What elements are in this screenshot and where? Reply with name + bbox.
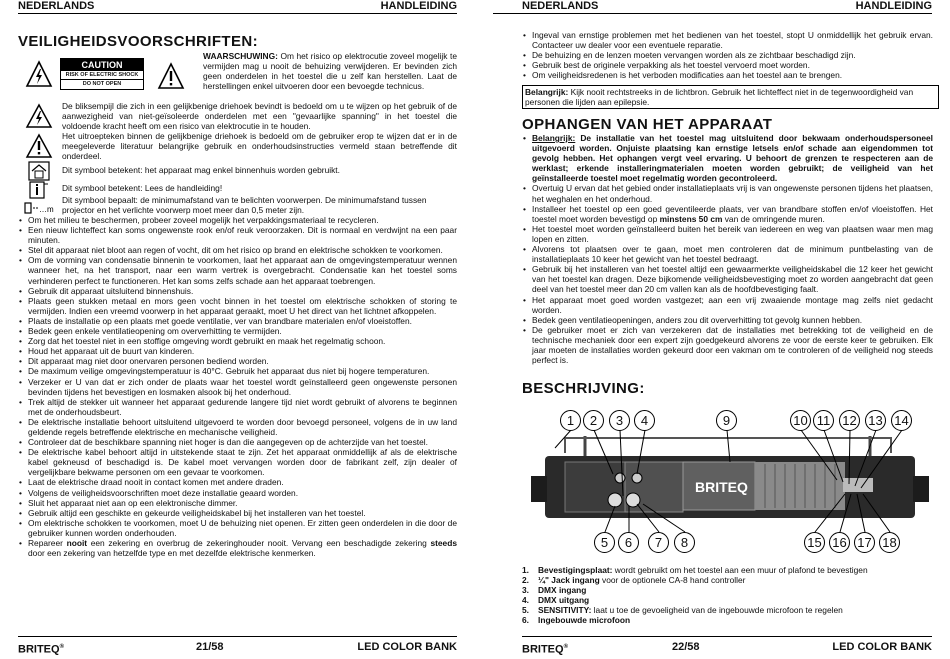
callout-11: 11 bbox=[813, 410, 834, 431]
page-header bbox=[493, 0, 932, 14]
warning-paragraph bbox=[203, 51, 457, 91]
exclamation-triangle-icon bbox=[26, 133, 52, 159]
header-language: NEDERLANDS bbox=[18, 0, 95, 12]
svg-text:…m: …m bbox=[39, 205, 54, 214]
section-title-description: BESCHRIJVING: bbox=[522, 380, 645, 397]
footer-page-number: 22/58 bbox=[672, 641, 700, 653]
caution-title: CAUTION bbox=[61, 59, 143, 71]
list-item: • Gebruik dit apparaat uitsluitend binnenshuis. bbox=[18, 286, 457, 296]
part-item: 5. SENSITIVITY: laat u toe de gevoeligheid van de ingebouwde microfoon te regelen bbox=[522, 605, 843, 616]
list-item: • De elektrische installatie behoort uitsluitend uitgevoerd te worden door bevoegd personeel, volgens de in uw land geldende regels betreffende elektrische en mechanische veiligheid. bbox=[18, 417, 457, 437]
caution-line-2: DO NOT OPEN bbox=[82, 81, 122, 87]
warning-label: WAARSCHUWING: bbox=[203, 51, 278, 61]
important-note-box bbox=[522, 85, 939, 109]
callout-2: 2 bbox=[583, 410, 604, 431]
callout-17: 17 bbox=[854, 532, 875, 553]
list-item: • Plaats de installatie op een plaats met goede ventilatie, ver van brandbare materialen en/of vloeistoffen. bbox=[18, 316, 457, 326]
list-item: • Plaats geen stukken metaal en mors geen vocht binnen in het toestel om elektrische schokken of storing te vermijden. Indien een vreemd voorwerp in het apparaat geraakt, moet U het direct van het lichtnet afkoppelen. bbox=[18, 296, 457, 316]
list-item: • Gebruik bij het installeren van het toestel altijd een gewaarmerkte veiligheidskabel die 12 keer het gewicht van het toestel kan dragen. Deze bijkomende veiligheidsbevestiging moet zo worden aangebracht dat geen deel van het toestel meer dan 20 cm vallen kan als de hoofdbevestiging faalt. bbox=[522, 264, 933, 294]
list-item: • Volgens de veiligheidsvoorschriften moet deze installatie geaard worden. bbox=[18, 488, 457, 498]
header-language: NEDERLANDS bbox=[522, 0, 599, 12]
list-item: • Gebruik altijd een geschikte en gekeurde veiligheidskabel bij het installeren van het toestel. bbox=[18, 508, 457, 518]
list-item: • Om de vorming van condensatie binnenin te voorkomen, laat het apparaat aan de omgevingstemperatuur wennen wanneer het, na het transport, naar een warm vertrek is overgebracht. Condensatie kan het toestel soms verhinderen perfect te functioneren. Het kan soms zelfs schade aan het apparaat toebrengen. bbox=[18, 255, 457, 285]
list-item: • Bedek geen ventilatieopeningen, anders zou dit oververhitting tot gevolg kunnen hebben. bbox=[522, 315, 933, 325]
list-item: • Laat de elektrische draad nooit in contact komen met andere draden. bbox=[18, 477, 457, 487]
list-item: • Stel dit apparaat niet bloot aan regen of vocht, dit om het risico op brand en elektrische schokken te voorkomen. bbox=[18, 245, 457, 255]
indoor-use-icon bbox=[27, 160, 51, 182]
lightning-triangle-icon bbox=[26, 103, 52, 129]
manual-symbol-text: Dit symbool betekent: Lees de handleiding! bbox=[62, 183, 223, 193]
caution-line-1: RISK OF ELECTRIC SHOCK bbox=[61, 71, 143, 80]
part-item: 2. ¼" Jack ingang voor de optionele CA-8 hand controller bbox=[522, 575, 746, 586]
note-text: Kijk nooit rechtstreeks in de lichtbron. Gebruik het lichteffect niet in de tegenwoordigheid van personen die lijden aan epilepsie. bbox=[525, 87, 914, 108]
list-item: • Het apparaat moet goed worden vastgezet; aan een vrij zwaaiende montage mag zelfs niet gedacht worden. bbox=[522, 295, 933, 315]
callout-12: 12 bbox=[839, 410, 860, 431]
section-title-mounting: OPHANGEN VAN HET APPARAAT bbox=[522, 116, 773, 133]
list-item: • Belangrijk: De installatie van het toestel mag uitsluitend door bekwaam onderhoudspersoneel uitgevoerd worden. Onjuiste plaatsing kan ernstige letsels en/of schade aan eigendommen tot gevolg hebben. Het ophangen vergt veel ervaring. U behoort de grenzen te respecteren aan de werklast; erkende installeringmaterialen moeten worden gebruikt; de veiligheid van het geïnstalleerde toestel moet regelmatig worden gecontroleerd. bbox=[522, 133, 933, 183]
warning-text: Om het risico op elektrocutie zoveel mogelijk te vermijden mag u nooit de behuizing verwijderen. Er bevinden zich geen onderdelen in het toestel die u zelf kan herstellen. Laat de herstellingen enkel uitvoeren door een bevoegde technicus. bbox=[203, 51, 457, 92]
list-item: • Gebruik best de originele verpakking als het toestel vervoerd moet worden. bbox=[522, 60, 933, 70]
part-item: 4. DMX uitgang bbox=[522, 595, 590, 606]
callout-4: 4 bbox=[634, 410, 655, 431]
parts-list bbox=[522, 565, 868, 626]
page-footer bbox=[18, 636, 457, 655]
read-manual-icon bbox=[27, 180, 51, 200]
mounting-bullet-list bbox=[522, 133, 933, 365]
list-item: • Controleer dat de beschikbare spanning niet hoger is dan die aangegeven op de achterzijde van het toestel. bbox=[18, 437, 457, 447]
distance-symbol-text: Dit symbool bepaalt: de minimumafstand van te belichten voorwerpen. De minimumafstand tussen projector en het verlichte voorwerp moet meer dan 0,5 meter zijn. bbox=[62, 195, 427, 216]
callout-13: 13 bbox=[865, 410, 886, 431]
callout-7: 7 bbox=[648, 532, 669, 553]
exclamation-warning-icon bbox=[158, 62, 184, 90]
note-label: Belangrijk: bbox=[525, 87, 569, 97]
list-item: • Het toestel moet worden geïnstalleerd buiten het bereik van iedereen en weg van plaatsen waar men mag lopen en zitten. bbox=[522, 224, 933, 244]
indoor-symbol-text: Dit symbool betekent: het apparaat mag enkel binnenhuis worden gebruikt. bbox=[62, 165, 340, 175]
list-item: • De maximum veilige omgevingstemperatuur is 40°C. Gebruik het apparaat dus niet bij hogere temperaturen. bbox=[18, 366, 457, 376]
header-manual: HANDLEIDING bbox=[855, 0, 932, 12]
list-item: • Overtuig U ervan dat het gebied onder installatieplaats vrij is van ongewenste personen tijdens het plaatsen, het weghalen en het onderhoud. bbox=[522, 183, 933, 203]
list-item: • Dit apparaat mag niet door onervaren personen bediend worden. bbox=[18, 356, 457, 366]
callout-3: 3 bbox=[609, 410, 630, 431]
callout-6: 6 bbox=[618, 532, 639, 553]
callout-14: 14 bbox=[891, 410, 912, 431]
lightning-warning-icon bbox=[26, 60, 52, 88]
callout-9: 9 bbox=[716, 410, 737, 431]
device-diagram bbox=[525, 408, 935, 558]
footer-brand: BRITEQ® bbox=[18, 643, 64, 656]
page-header bbox=[18, 0, 457, 14]
list-item: • Sluit het apparaat niet aan op een elektronische dimmer. bbox=[18, 498, 457, 508]
list-item: • Repareer nooit een zekering en overbrug de zekeringhouder nooit. Vervang een beschadigde zekering steeds door een zekering van hetzelfde type en met dezelfde elektrische kenmerken. bbox=[18, 538, 457, 558]
callout-8: 8 bbox=[674, 532, 695, 553]
section-title-safety: VEILIGHEIDSVOORSCHRIFTEN: bbox=[18, 33, 259, 50]
top-bullet-list bbox=[522, 30, 933, 80]
header-manual: HANDLEIDING bbox=[380, 0, 457, 12]
part-item: 1. Bevestigingsplaat: wordt gebruikt om het toestel aan een muur of plafond te bevestigen bbox=[522, 565, 868, 575]
footer-brand: BRITEQ® bbox=[522, 643, 568, 656]
list-item: • Een nieuw lichteffect kan soms ongewenste rook en/of reuk veroorzaken. Dit is normaal en verdwijnt na een paar minuten. bbox=[18, 225, 457, 245]
callout-1: 1 bbox=[560, 410, 581, 431]
list-item: • De gebruiker moet er zich van verzekeren dat de installaties met betrekking tot de veiligheid en de technische mechaniek door een expert zijn goedgekeurd alvorens ze voor de eerste keer te gebruiken. Elk jaar moeten de installaties worden gekeurd door een vakman om te controleren of de veiligheid nog steeds perfect is. bbox=[522, 325, 933, 365]
page-footer bbox=[522, 636, 932, 655]
list-item: • Ingeval van ernstige problemen met het bedienen van het toestel, stopt U onmiddellijk het gebruik ervan. Contacteer uw dealer voor een eventuele reparatie. bbox=[522, 30, 933, 50]
callout-10: 10 bbox=[790, 410, 811, 431]
safety-bullet-list bbox=[18, 215, 457, 558]
list-item: • Houd het apparaat uit de buurt van kinderen. bbox=[18, 346, 457, 356]
list-item: • Trek altijd de stekker uit wanneer het apparaat gedurende langere tijd niet wordt gebruikt of alvorens te beginnen met de onderhoudsbeurt. bbox=[18, 397, 457, 417]
caution-label bbox=[60, 58, 144, 90]
footer-page-number: 21/58 bbox=[196, 641, 224, 653]
part-item: 6. Ingebouwde microfoon bbox=[522, 615, 631, 626]
callout-16: 16 bbox=[829, 532, 850, 553]
list-item: • De elektrische kabel behoort altijd in uitstekende staat te zijn. Zet het apparaat onmiddellijk af als de elektrische kabel gekneusd of beschadigd is. De kabel moet vervangen worden door de fabrikant zelf, zijn dealer of vergelijkbare bekwame personen om een gevaar te voorkomen. bbox=[18, 447, 457, 477]
list-item: • Verzeker er U van dat er zich onder de plaats waar het toestel wordt geïnstalleerd geen ongewenste personen bevinden tijdens het bevestigen en losmaken alsook bij het onderhoud. bbox=[18, 377, 457, 397]
footer-product: LED COLOR BANK bbox=[357, 641, 457, 653]
list-item: • De behuizing en de lenzen moeten vervangen worden als ze zichtbaar beschadigd zijn. bbox=[522, 50, 933, 60]
list-item: • Zorg dat het toestel niet in een stoffige omgeving wordt gebruikt en maak het regelmatig schoon. bbox=[18, 336, 457, 346]
callout-5: 5 bbox=[594, 532, 615, 553]
list-item: • Om elektrische schokken te voorkomen, moet U de behuizing niet openen. Er zitten geen onderdelen in die door de gebruiker kunnen worden onderhouden. bbox=[18, 518, 457, 538]
callout-18: 18 bbox=[879, 532, 900, 553]
list-item: • Om het milieu te beschermen, probeer zoveel mogelijk het verpakkingsmateriaal te recycleren. bbox=[18, 215, 457, 225]
footer-product: LED COLOR BANK bbox=[832, 641, 932, 653]
list-item: • Bedek geen enkele ventilatieopening om oververhitting te vermijden. bbox=[18, 326, 457, 336]
lightning-explanation: De bliksempijl die zich in een gelijkbenige driehoek bevindt is bedoeld om u te wijzen op het gebruik of de aanwezigheid van niet-geïsoleerde onderdelen met een "gevaarlijke spanning" in het toestel die voldoende kracht heeft om een risico van elektrocutie in te houden. bbox=[62, 101, 457, 132]
device-logo: BRITEQ bbox=[695, 479, 748, 495]
list-item: • Om veiligheidsredenen is het verboden modificaties aan het toestel aan te brengen. bbox=[522, 70, 933, 80]
callout-15: 15 bbox=[804, 532, 825, 553]
part-item: 3. DMX ingang bbox=[522, 585, 587, 596]
list-item: • Alvorens tot plaatsen over te gaan, moet men controleren dat de minimum puntbelasting van de installatieplaats 10 keer het gewicht van het toestel bedraagt. bbox=[522, 244, 933, 264]
left-page bbox=[0, 0, 475, 654]
list-item: • Installeer het toestel op een goed geventileerde plaats, ver van brandbare stoffen en/of vloeistoffen. Het toestel moet worden bevestigd op minstens 50 cm van de omringende muren. bbox=[522, 204, 933, 224]
exclamation-explanation: Het uitroepteken binnen de gelijkbenige driehoek is bedoeld om de gebruiker erop te wijzen dat er in de meegeleverde literatuur belangrijke gebruik en onderhoudsinstructies vermeld staan betreffende dit onderdeel. bbox=[62, 131, 457, 162]
